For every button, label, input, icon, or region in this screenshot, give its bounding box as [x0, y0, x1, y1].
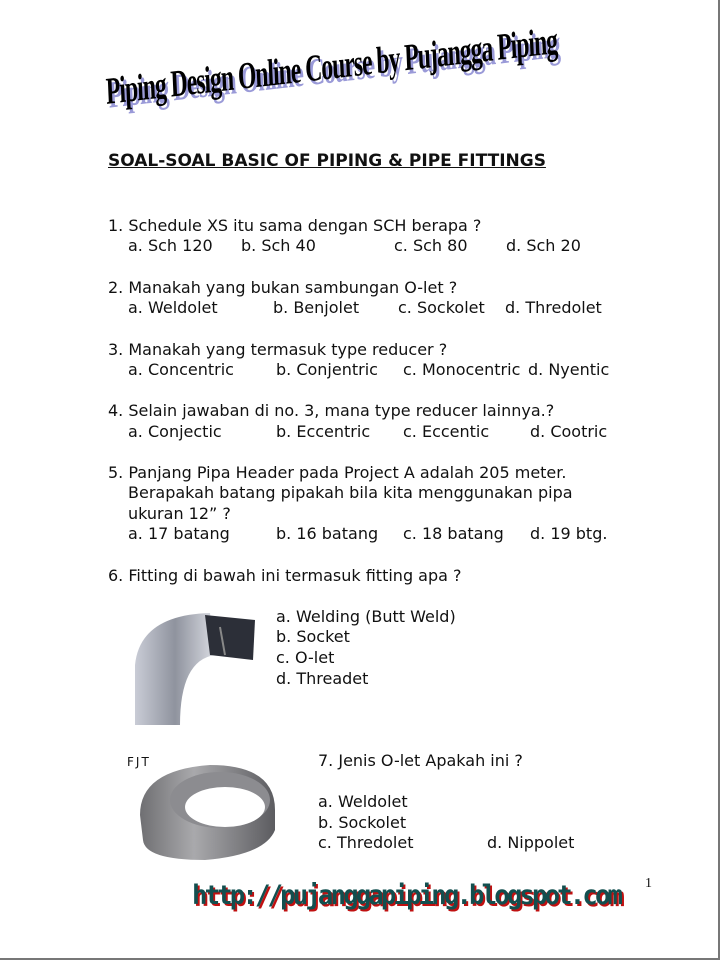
option-3d: d. Nyentic: [528, 360, 610, 379]
question-5-line3: ukuran 12” ?: [128, 504, 231, 523]
option-6a: a. Welding (Butt Weld): [276, 607, 456, 626]
option-3c: c. Monocentric: [403, 360, 521, 379]
question-7: 7. Jenis O-let Apakah ini ?: [318, 751, 523, 770]
option-3b: b. Conjentric: [276, 360, 378, 379]
question-3: 3. Manakah yang termasuk type reducer ?: [108, 340, 448, 359]
option-1d: d. Sch 20: [506, 236, 581, 255]
image-label: FJT: [127, 755, 151, 769]
option-4b: b. Eccentric: [276, 422, 371, 441]
option-5b: b. 16 batang: [276, 524, 379, 543]
option-7d: d. Nippolet: [487, 833, 575, 852]
option-6d: d. Threadet: [276, 669, 369, 688]
option-6c: c. O-let: [276, 648, 335, 667]
page-number: 1: [645, 876, 652, 891]
option-5d: d. 19 btg.: [530, 524, 608, 543]
banner-title: Piping Design Online Course by Pujangga Piping: [105, 20, 558, 113]
elbow-fitting-image: [125, 605, 265, 730]
option-4c: c. Eccentic: [403, 422, 490, 441]
option-1b: b. Sch 40: [241, 236, 316, 255]
option-7a: a. Weldolet: [318, 792, 408, 811]
option-2d: d. Thredolet: [505, 298, 602, 317]
question-4: 4. Selain jawaban di no. 3, mana type reducer lainnya.?: [108, 401, 555, 420]
question-5-line2: Berapakah batang pipakah bila kita menggunakan pipa: [128, 483, 573, 502]
option-1c: c. Sch 80: [394, 236, 468, 255]
option-6b: b. Socket: [276, 627, 350, 646]
option-5c: c. 18 batang: [403, 524, 504, 543]
option-5a: a. 17 batang: [128, 524, 230, 543]
option-4a: a. Conjectic: [128, 422, 222, 441]
page-heading: SOAL-SOAL BASIC OF PIPING & PIPE FITTINGS: [108, 151, 546, 171]
question-5: 5. Panjang Pipa Header pada Project A adalah 205 meter.: [108, 463, 567, 482]
sockolet-fitting-image: [135, 755, 280, 865]
question-1: 1. Schedule XS itu sama dengan SCH berapa ?: [108, 216, 482, 235]
footer-url: http://pujanggapiping.blogspot.com: [192, 880, 621, 911]
question-2: 2. Manakah yang bukan sambungan O-let ?: [108, 278, 458, 297]
option-3a: a. Concentric: [128, 360, 234, 379]
option-1a: a. Sch 120: [128, 236, 213, 255]
option-7b: b. Sockolet: [318, 813, 407, 832]
option-2a: a. Weldolet: [128, 298, 218, 317]
option-4d: d. Cootric: [530, 422, 608, 441]
option-7c: c. Thredolet: [318, 833, 414, 852]
option-2b: b. Benjolet: [273, 298, 360, 317]
question-6: 6. Fitting di bawah ini termasuk fitting apa ?: [108, 566, 462, 585]
option-2c: c. Sockolet: [398, 298, 485, 317]
